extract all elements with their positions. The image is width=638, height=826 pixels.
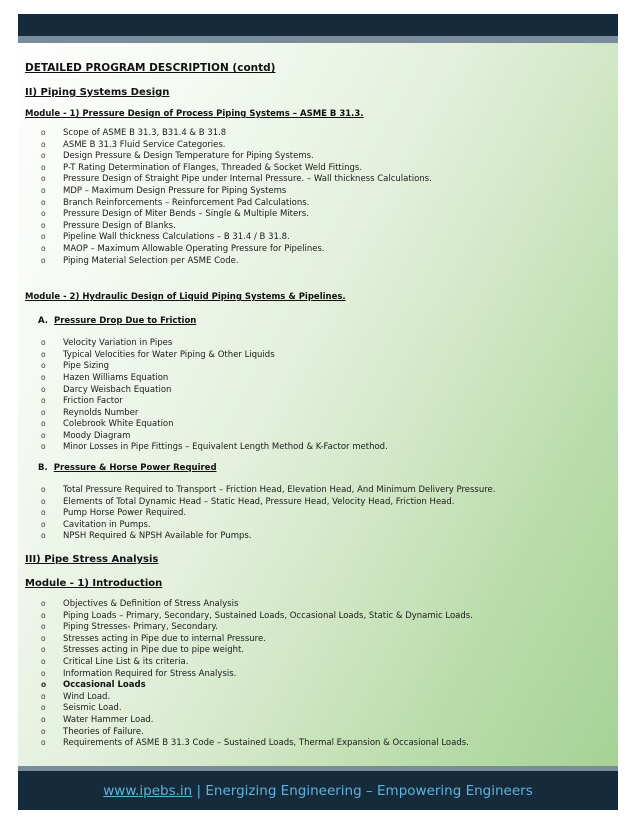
footer-separator: | [196, 783, 202, 799]
module-heading-introduction: Module - 1) Introduction [25, 578, 163, 590]
stress-intro-topic-list [25, 599, 613, 750]
list-item: o ASME B 31.3 Fluid Service Categories. [25, 140, 613, 152]
list-item: o Moody Diagram [25, 431, 613, 443]
list-item: o Requirements of ASME B 31.3 Code – Sustained Loads, Thermal Expansion & Occasional Loads. [25, 738, 613, 750]
list-item: o Critical Line List & its criteria. [25, 657, 613, 669]
subsection-letter: B. [38, 463, 48, 474]
list-item: o Pressure Design of Miter Bends – Single & Multiple Miters. [25, 209, 613, 221]
list-item: o Branch Reinforcements – Reinforcement Pad Calculations. [25, 198, 613, 210]
list-item: o Scope of ASME B 31.3, B31.4 & B 31.8 [25, 128, 613, 140]
list-item: o NPSH Required & NPSH Available for Pumps. [25, 531, 613, 543]
list-item: o MAOP – Maximum Allowable Operating Pressure for Pipelines. [25, 244, 613, 256]
list-item: o Pump Horse Power Required. [25, 508, 613, 520]
list-item: o Hazen Williams Equation [25, 373, 613, 385]
subsection-heading-pressure-drop [38, 315, 613, 327]
subsection-title: Pressure & Horse Power Required [53, 463, 217, 474]
list-item: o Pipeline Wall thickness Calculations – B 31.4 / B 31.8. [25, 232, 613, 244]
list-item: o Colebrook White Equation [25, 419, 613, 431]
list-item: o Theories of Failure. [25, 727, 613, 739]
module-heading-pressure-design: Module - 1) Pressure Design of Process Piping Systems – ASME B 31.3. [25, 109, 364, 119]
footer-bar [18, 771, 618, 810]
list-item: o Information Required for Stress Analysis. [25, 669, 613, 681]
list-item: o Total Pressure Required to Transport – Friction Head, Elevation Head, And Minimum Delivery Pressure. [25, 485, 613, 497]
list-item: o Design Pressure & Design Temperature for Piping Systems. [25, 151, 613, 163]
horse-power-topic-list [25, 485, 613, 543]
list-item: o Darcy Weisbach Equation [25, 385, 613, 397]
list-item: o Cavitation in Pumps. [25, 520, 613, 532]
list-item: o Pressure Design of Blanks. [25, 221, 613, 233]
list-item: o Seismic Load. [25, 703, 613, 715]
header-stripe [18, 36, 618, 43]
list-item: o Stresses acting in Pipe due to internal Pressure. [25, 634, 613, 646]
list-item: o Objectives & Definition of Stress Analysis [25, 599, 613, 611]
header-bar [18, 14, 618, 36]
list-item: o Piping Loads – Primary, Secondary, Sustained Loads, Occasional Loads, Static & Dynamic Loads. [25, 611, 613, 623]
list-item: o P-T Rating Determination of Flanges, Threaded & Socket Weld Fittings. [25, 163, 613, 175]
page-title: DETAILED PROGRAM DESCRIPTION (contd) [25, 62, 276, 74]
list-item: o Stresses acting in Pipe due to pipe weight. [25, 645, 613, 657]
list-item: o Occasional Loads [25, 680, 613, 692]
footer-tagline: Energizing Engineering – Empowering Engineers [205, 783, 533, 799]
pressure-drop-topic-list [25, 338, 613, 454]
list-item: o Typical Velocities for Water Piping & Other Liquids [25, 350, 613, 362]
subsection-heading-horse-power [38, 462, 613, 474]
list-item: o Friction Factor [25, 396, 613, 408]
list-item: o Velocity Variation in Pipes [25, 338, 613, 350]
list-item: o Pressure Design of Straight Pipe under Internal Pressure. – Wall thickness Calculations. [25, 174, 613, 186]
document-page [18, 14, 618, 810]
list-item: o Elements of Total Dynamic Head – Static Head, Pressure Head, Velocity Head, Friction Head. [25, 497, 613, 509]
list-item: o Wind Load. [25, 692, 613, 704]
list-item: o Piping Material Selection per ASME Code. [25, 256, 613, 268]
list-item: o Reynolds Number [25, 408, 613, 420]
section-heading-stress-analysis: III) Pipe Stress Analysis [25, 554, 159, 566]
subsection-title: Pressure Drop Due to Friction [53, 316, 197, 327]
website-link[interactable]: www.ipebs.in [103, 783, 193, 799]
pressure-design-topic-list [25, 128, 613, 267]
module-heading-hydraulic-design: Module - 2) Hydraulic Design of Liquid Piping Systems & Pipelines. [25, 292, 346, 303]
list-item: o MDP – Maximum Design Pressure for Piping Systems [25, 186, 613, 198]
list-item: o Piping Stresses- Primary, Secondary. [25, 622, 613, 634]
list-item: o Water Hammer Load. [25, 715, 613, 727]
document-content [25, 56, 613, 750]
subsection-letter: A. [38, 316, 48, 327]
list-item: o Pipe Sizing [25, 361, 613, 373]
list-item: o Minor Losses in Pipe Fittings – Equivalent Length Method & K-Factor method. [25, 442, 613, 454]
section-heading-piping-design: II) Piping Systems Design [25, 87, 170, 98]
